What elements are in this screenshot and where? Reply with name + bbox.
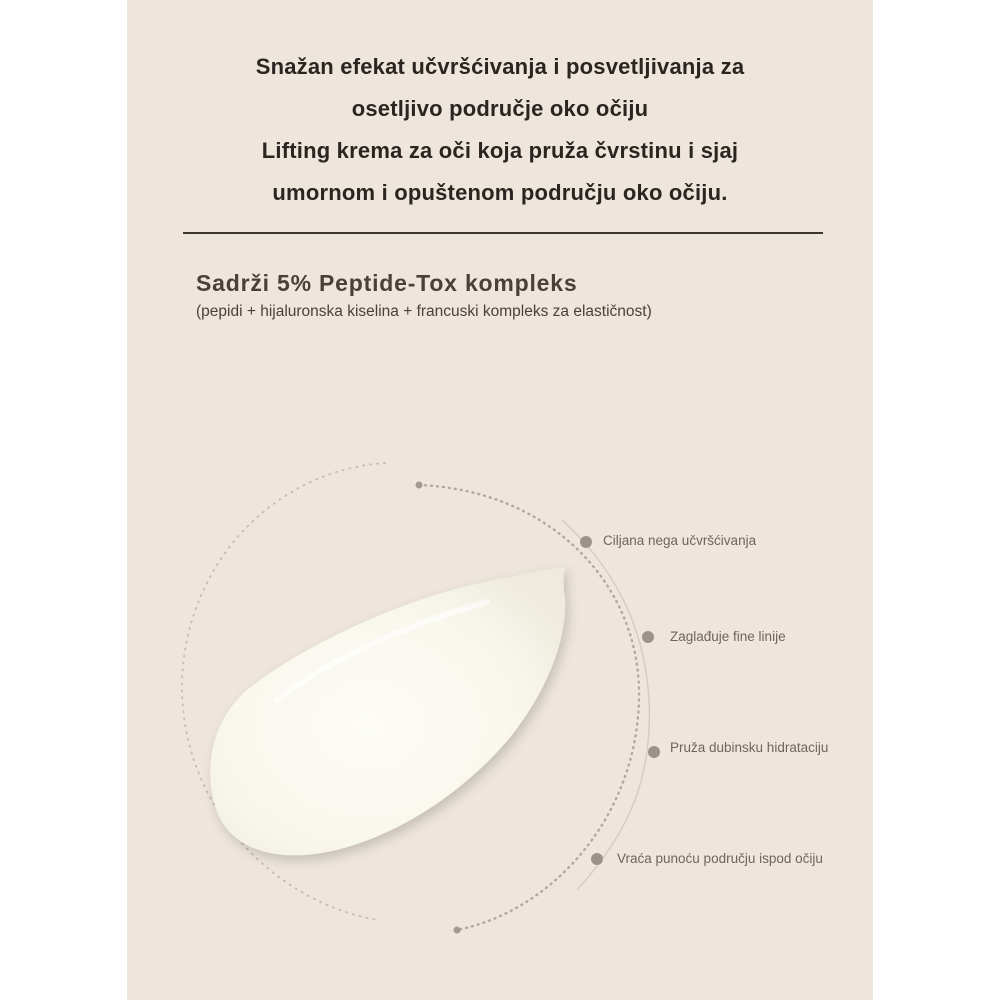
- benefit-label-4: Vraća punoću području ispod očiju: [617, 851, 823, 866]
- ingredient-title: Sadrži 5% Peptide-Tox kompleks: [196, 270, 578, 296]
- benefit-label-3: Pruža dubinsku hidrataciju: [670, 740, 829, 755]
- headline-line-2: osetljivo područje oko očiju: [351, 96, 649, 121]
- benefit-dot-3: [648, 746, 660, 758]
- cream-illustration: [127, 0, 873, 1000]
- orbit-end-dot-bottom: [454, 927, 461, 934]
- orbit-end-dot-top: [416, 482, 423, 489]
- cream-swatch: [210, 566, 565, 855]
- ingredient-subtitle: (pepidi + hijaluronska kiselina + francuski kompleks za elastičnost): [196, 303, 652, 320]
- benefit-label-1: Ciljana nega učvršćivanja: [603, 533, 757, 548]
- benefit-label-2: Zaglađuje fine linije: [670, 629, 786, 644]
- product-info-page: [127, 0, 873, 1000]
- benefit-dot-1: [580, 536, 592, 548]
- headline-line-3: Lifting krema za oči koja pruža čvrstinu i sjaj: [261, 138, 739, 163]
- headline-line-4: umornom i opuštenom području oko očiju.: [272, 180, 728, 205]
- benefit-arc: [562, 520, 649, 890]
- benefit-dot-4: [591, 853, 603, 865]
- benefit-dot-2: [642, 631, 654, 643]
- headline-line-1: Snažan efekat učvršćivanja i posvetljivanja za: [255, 54, 745, 79]
